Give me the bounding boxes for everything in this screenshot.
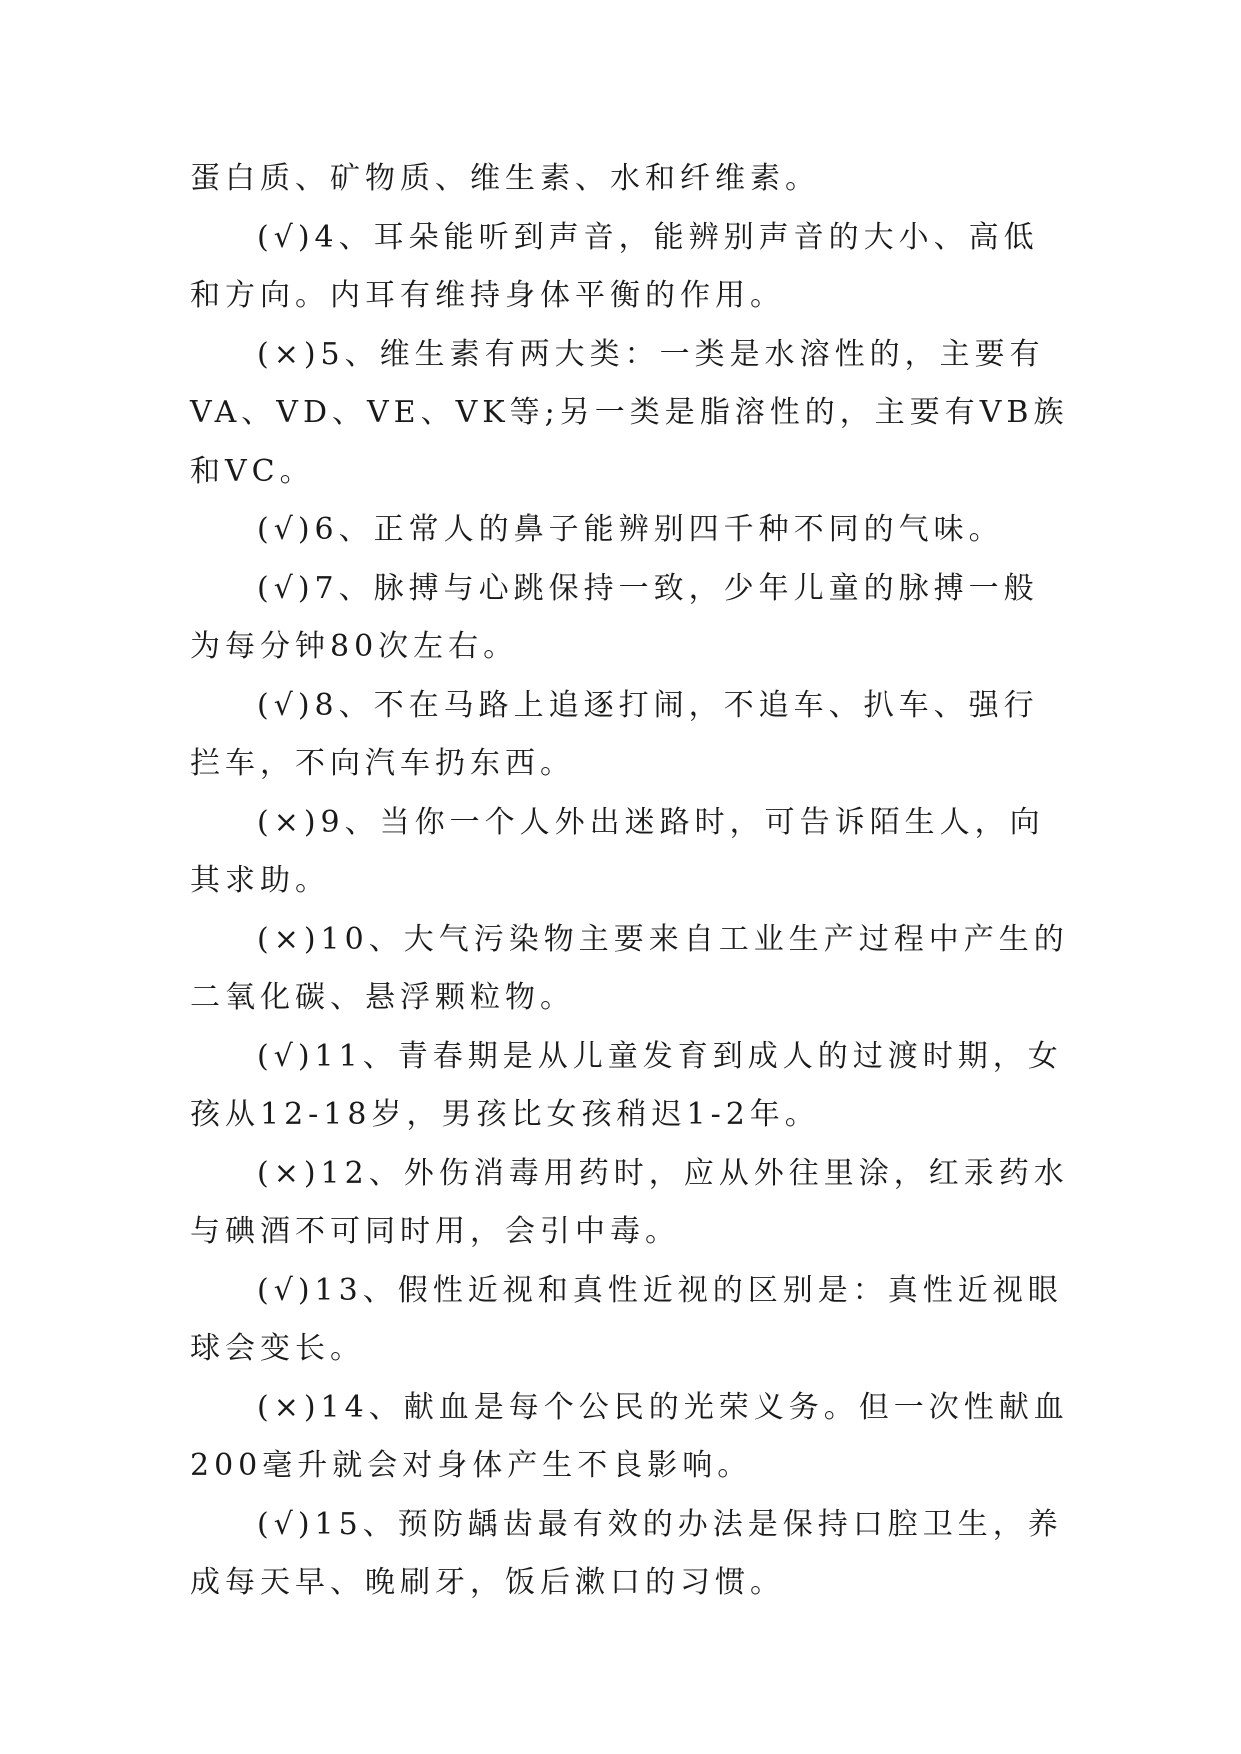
list-item: (×)12、外伤消毒用药时，应从外往里涂，红汞药水与碘酒不可同时用，会引中毒。	[190, 1155, 1069, 1249]
list-item: (√)7、脉搏与心跳保持一致，少年儿童的脉搏一般为每分钟80次左右。	[190, 570, 1039, 664]
list-item: (√)6、正常人的鼻子能辨别四千种不同的气味。	[257, 512, 1004, 547]
list-item: (√)11、青春期是从儿童发育到成人的过渡时期，女孩从12-18岁，男孩比女孩稍迟1-2年。	[190, 1038, 1063, 1132]
list-item: (×)10、大气污染物主要来自工业生产过程中产生的二氧化碳、悬浮颗粒物。	[190, 921, 1069, 1015]
list-item: (×)5、维生素有两大类：一类是水溶性的，主要有VA、VD、VE、VK等;另一类是脂溶性的，主要有VB族和VC。	[190, 336, 1069, 489]
list-item: (×)14、献血是每个公民的光荣义务。但一次性献血200毫升就会对身体产生不良影响。	[190, 1389, 1069, 1483]
document-body	[190, 150, 1070, 1613]
list-item: (√)4、耳朵能听到声音，能辨别声音的大小、高低和方向。内耳有维持身体平衡的作用。	[190, 219, 1039, 313]
list-item: (√)8、不在马路上追逐打闹，不追车、扒车、强行拦车，不向汽车扔东西。	[190, 687, 1039, 781]
lead-paragraph: 蛋白质、矿物质、维生素、水和纤维素。	[190, 161, 820, 196]
list-item: (×)9、当你一个人外出迷路时，可告诉陌生人，向其求助。	[190, 804, 1045, 898]
list-item: (√)15、预防龋齿最有效的办法是保持口腔卫生，养成每天早、晚刷牙，饭后漱口的习惯。	[190, 1506, 1063, 1600]
list-item: (√)13、假性近视和真性近视的区别是：真性近视眼球会变长。	[190, 1272, 1063, 1366]
